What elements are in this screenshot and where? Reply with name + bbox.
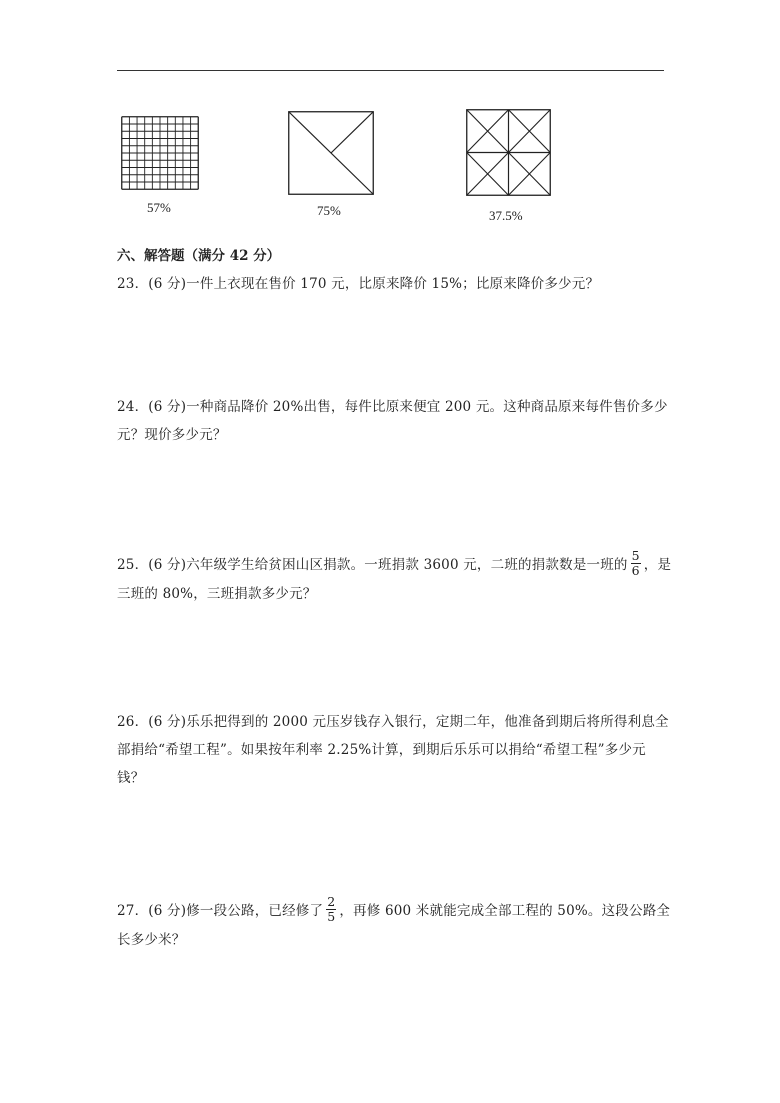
question-23: 23．(6 分)一件上衣现在售价 170 元，比原来降价 15%；比原来降价多少元？ bbox=[117, 276, 600, 292]
header-rule bbox=[117, 70, 664, 71]
question-27-text-after: ，再修 600 米就能完成全部工程的 50%。这段公路全长多少米？ bbox=[117, 903, 671, 948]
diagonal-square-caption: 75% bbox=[317, 203, 341, 218]
fraction-two-fifths bbox=[326, 895, 336, 924]
question-26: 26．(6 分)乐乐把得到的 2000 元压岁钱存入银行，定期二年，他准备到期后将所得利息全部捐给“希望工程”。如果按年利率 2.25%计算，到期后乐乐可以捐给“希望工程”多少元钱？ bbox=[117, 714, 669, 786]
section-title: 六、解答题（满分 42 分） bbox=[117, 248, 281, 264]
question-25-text-after: ，是三班的 80%，三班捐款多少元？ bbox=[117, 557, 672, 602]
fraction-denominator: 5 bbox=[327, 909, 336, 924]
crossed-squares-caption: 37.5% bbox=[489, 208, 523, 223]
crossed-squares-figure bbox=[466, 109, 551, 196]
grid-figure bbox=[121, 116, 199, 190]
question-24: 24．(6 分)一种商品降价 20%出售，每件比原来便宜 200 元。这种商品原来每件售价多少元？现价多少元？ bbox=[117, 399, 668, 443]
fraction-five-sixths bbox=[631, 549, 641, 578]
diagonal-square-figure bbox=[288, 111, 374, 195]
question-27 bbox=[117, 894, 672, 954]
grid-figure-caption: 57% bbox=[147, 200, 171, 215]
fraction-denominator: 6 bbox=[631, 563, 640, 578]
question-25 bbox=[117, 548, 672, 608]
question-27-text-before: 27．(6 分)修一段公路，已经修了 bbox=[117, 903, 324, 919]
fraction-numerator: 5 bbox=[631, 548, 640, 563]
fraction-numerator: 2 bbox=[327, 894, 336, 909]
question-25-text-before: 25．(6 分)六年级学生给贫困山区捐款。一班捐款 3600 元，二班的捐款数是一班的 bbox=[117, 557, 628, 573]
